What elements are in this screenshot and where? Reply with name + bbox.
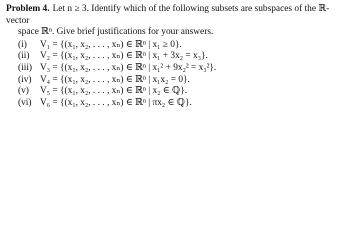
item-definition: V₄ = {(x₁, x₂, . . . , xₙ) ∈ ℝⁿ | x₁x₂ = 0}. <box>40 74 190 85</box>
document-page <box>0 0 350 118</box>
item-definition: V₅ = {(x₁, x₂, . . . , xₙ) ∈ ℝⁿ | x₂ ∈ ℚ}. <box>40 86 188 97</box>
item-definition: V₆ = {(x₁, x₂, . . . , xₙ) ∈ ℝⁿ | πx₂ ∈ ℚ}. <box>40 97 192 108</box>
list-item <box>18 40 344 52</box>
list-item <box>18 51 344 63</box>
item-number: (ii) <box>18 51 30 62</box>
problem-statement-line1 <box>6 4 344 27</box>
item-number: (iv) <box>18 74 32 85</box>
list-item <box>18 75 344 87</box>
list-item <box>18 98 344 110</box>
list-item <box>18 86 344 98</box>
item-number: (i) <box>18 39 27 50</box>
item-definition: V₂ = {(x₁, x₂, . . . , xₙ) ∈ ℝⁿ | x₁ + 3x₂ = x₃}. <box>40 51 208 62</box>
problem-label: Problem 4. <box>6 4 50 14</box>
item-number: (v) <box>18 86 29 97</box>
item-definition: V₁ = {(x₁, x₂, . . . , xₙ) ∈ ℝⁿ | x₁ ≥ 0}. <box>40 39 182 50</box>
item-number: (vi) <box>18 97 32 108</box>
subset-list <box>6 40 344 110</box>
problem-text-line2: space ℝⁿ. Give brief justifications for your answers. <box>18 27 214 37</box>
item-definition: V₃ = {(x₁, x₂, . . . , xₙ) ∈ ℝⁿ | x₁² + 9x₂² = x₃²}. <box>40 62 217 73</box>
problem-text-line1: Let n ≥ 3. Identify which of the following subsets are subspaces of the ℝ-vector <box>6 4 330 26</box>
list-item <box>18 63 344 75</box>
item-number: (iii) <box>18 62 33 73</box>
